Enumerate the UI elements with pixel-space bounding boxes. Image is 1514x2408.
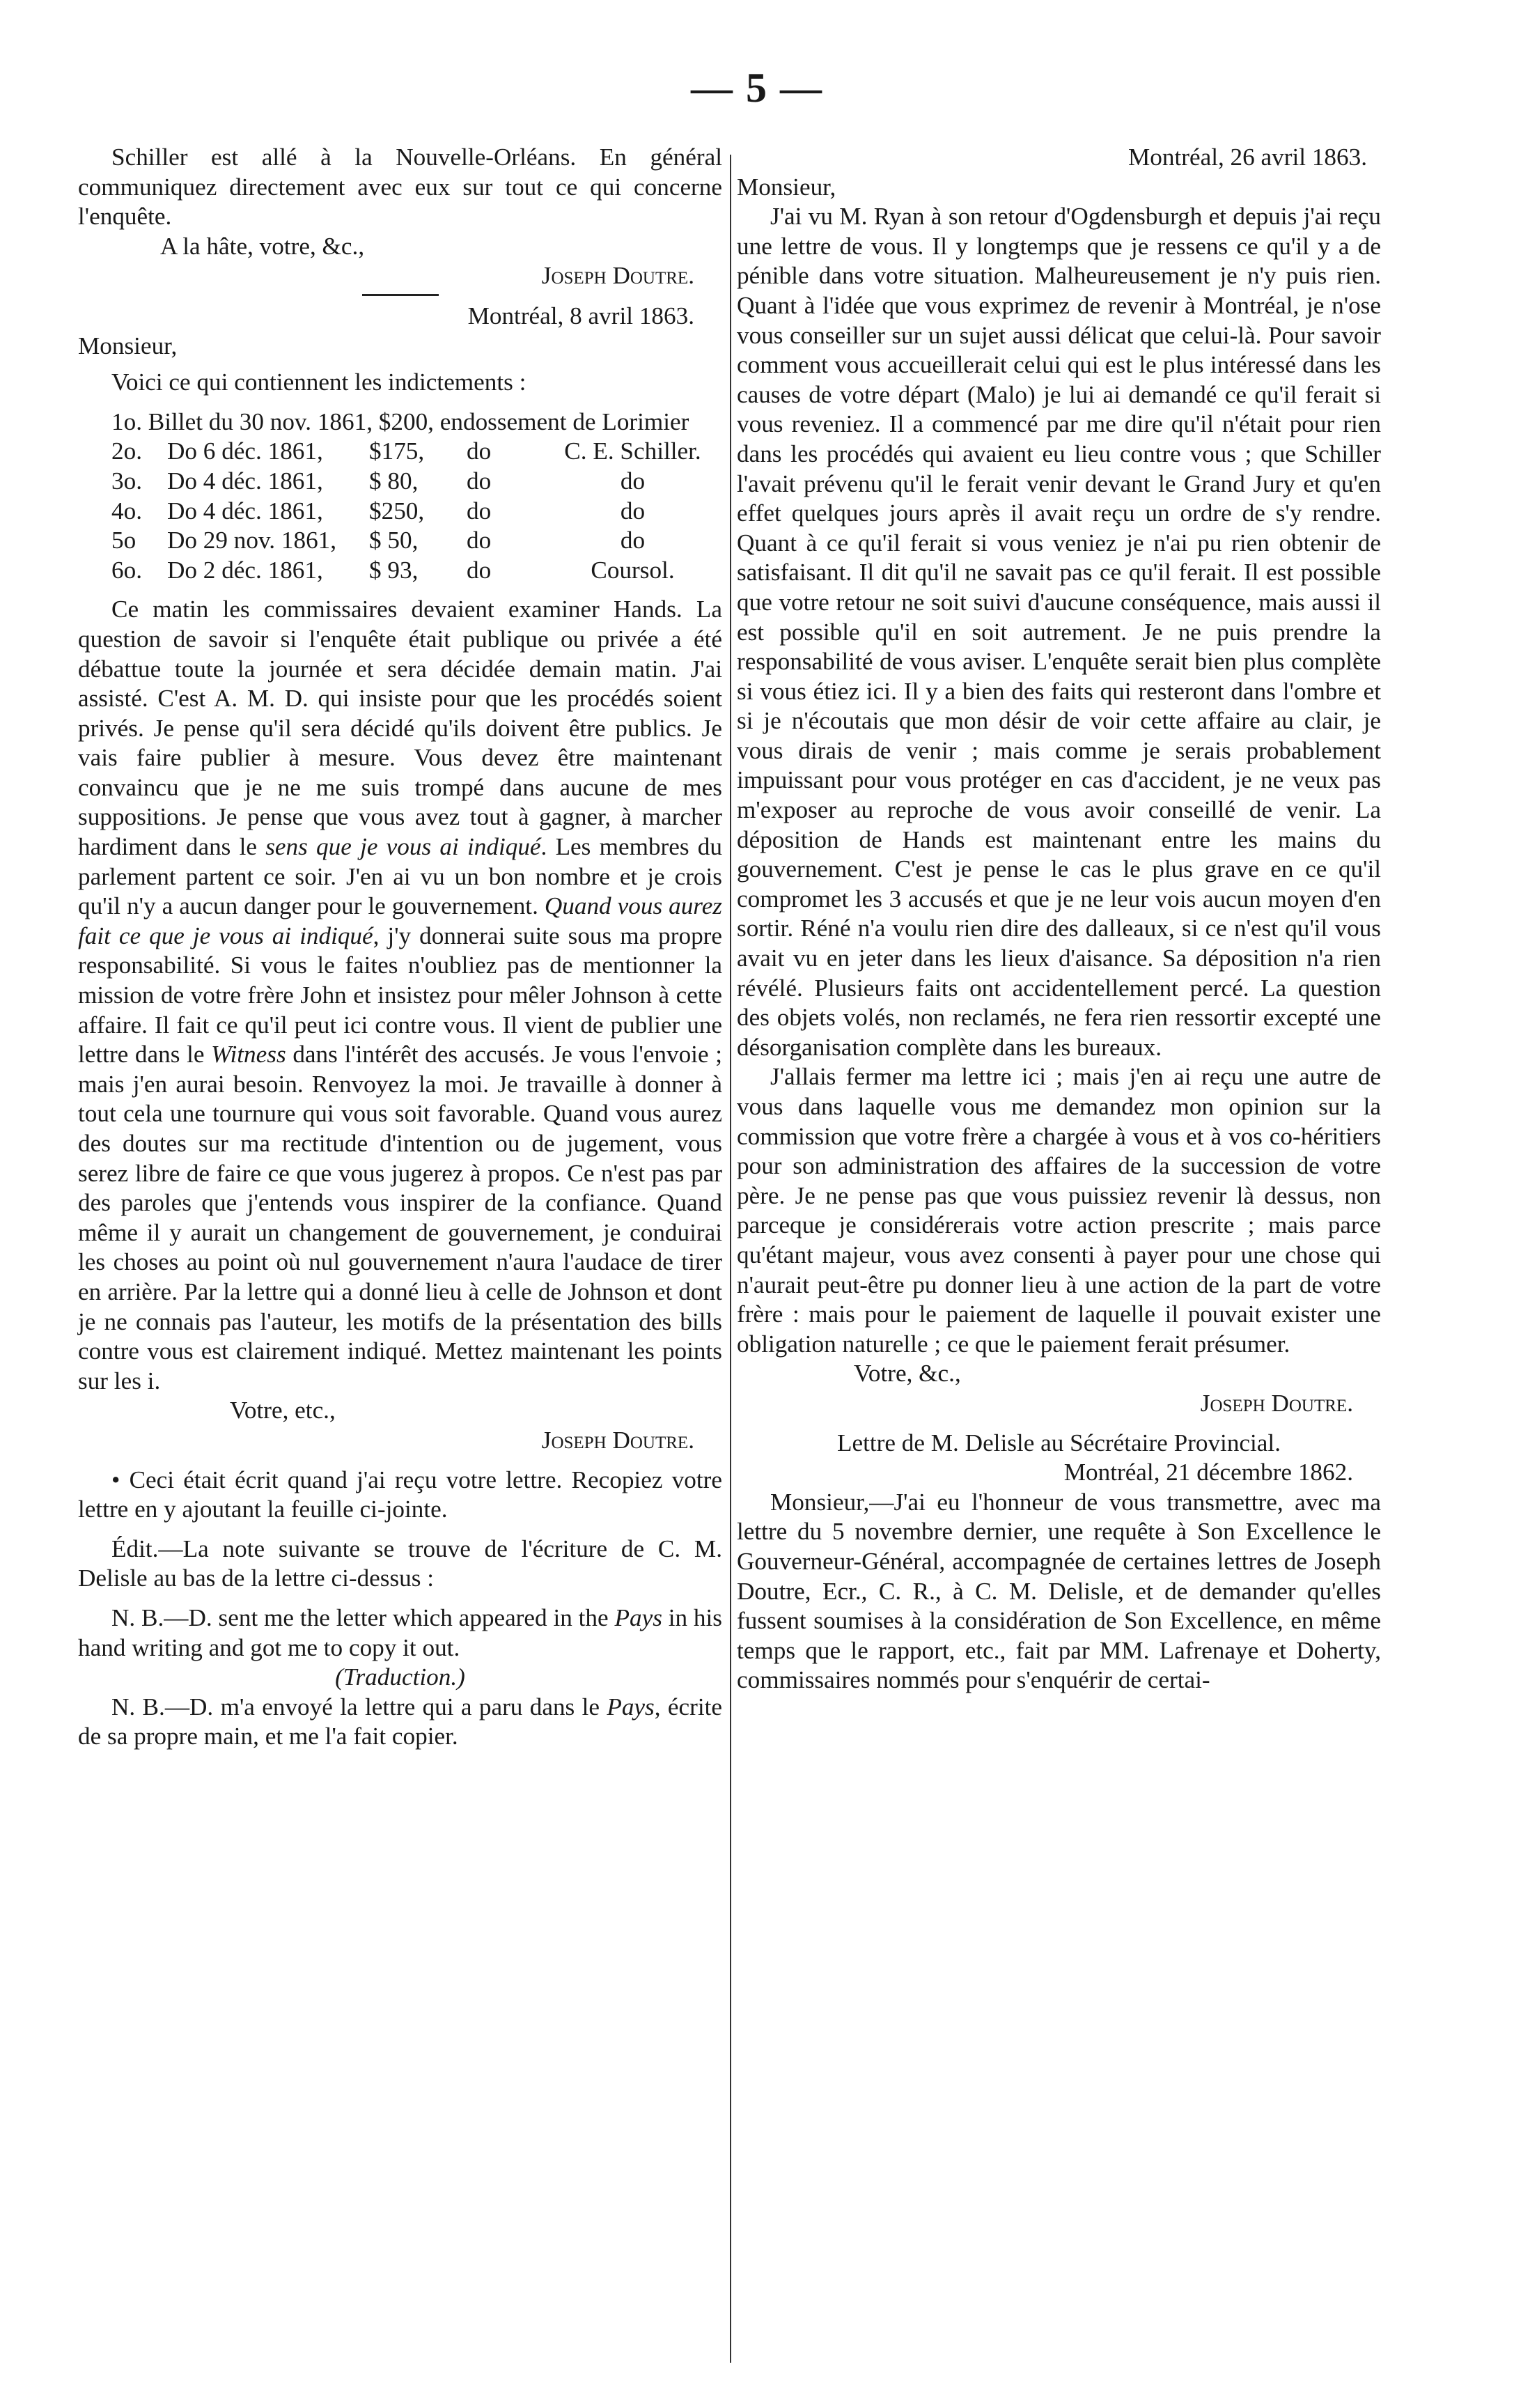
item-amount: $175, bbox=[369, 437, 425, 465]
column-divider bbox=[730, 155, 731, 2363]
footnote: • Ceci était écrit quand j'ai reçu votre lettre. Recopiez votre lettre en y ajoutant la feuille ci-jointe. bbox=[78, 1466, 722, 1523]
spacer bbox=[78, 1456, 722, 1466]
item-ditto: do bbox=[467, 527, 492, 554]
nb-french bbox=[78, 1693, 722, 1752]
signature: Joseph Doutre. bbox=[1200, 1389, 1353, 1417]
italic-run: Witness bbox=[211, 1041, 286, 1069]
italic-run: Pays bbox=[607, 1693, 655, 1720]
salutation: Monsieur, bbox=[78, 332, 178, 359]
text-run: . Les membres du parlement partent ce soir. J'en ai vu un bon nombre et je crois qu'il n'y a aucun danger pour le gouvernement. bbox=[78, 833, 722, 920]
right-column bbox=[737, 143, 1381, 1695]
paragraph bbox=[78, 595, 722, 1396]
dateline: Montréal, 8 avril 1863. bbox=[467, 302, 694, 329]
spacer bbox=[78, 1594, 722, 1603]
left-column bbox=[78, 143, 722, 1752]
indictment-row bbox=[78, 526, 722, 556]
item-date: Do 2 déc. 1861, bbox=[167, 556, 323, 584]
item-ditto: do bbox=[467, 556, 492, 584]
translation-heading: (Traduction.) bbox=[335, 1663, 465, 1691]
spacer bbox=[737, 1419, 1381, 1429]
indictment-item: 1o. Billet du 30 nov. 1861, $200, endossement de Lorimier bbox=[111, 407, 689, 435]
text-run: , j'y donnerai suite sous ma propre responsabilité. Si vous le faites n'oubliez pas de mentionner la mission de votre frère John et insistez pour mêler Johnson à cette affaire. Il fait ce qu'il peut ici contre vous. Il vient de publier une lettre dans le bbox=[78, 922, 722, 1069]
item-endorser: do bbox=[620, 527, 646, 554]
indictment-row bbox=[78, 437, 722, 467]
item-date: Do 4 déc. 1861, bbox=[167, 497, 323, 525]
paragraph: J'ai vu M. Ryan à son retour d'Ogdensburgh et depuis j'ai reçu une lettre de vous. Il y longtemps que je ressens ce qu'il y a de pénible dans votre situation. Malheureusement je n'y puis rien. Quant à l'idée que vous exprimez de revenir à Montréal, je n'ose vous conseiller sur un sujet aussi délicat que celui-là. Pour savoir comment vous accueillerait celui qui est le plus intéressé dans les causes de votre départ (Malo) je lui ai demandé ce qu'il ferait si vous reveniez. Il a commencé par me dire qu'il n'était pour rien dans les procédés qui avaient eu lieu contre vous ; que Schiller l'avait prévenu qu'il le ferait venir devant le Grand Jury et qu'en effet quelques jours après il avait reçu un ordre de s'y rendre. Quant à ce qu'il ferait si vous veniez je n'ai pu rien obtenir de satisfaisant. Il dit qu'il ne savait pas ce qu'il ferait. Il est possible que votre retour ne soit suivi d'aucune conséquence, mais aussi il est possible qu'il en soit autrement. Je ne puis prendre la responsabilité de vous aviser. L'enquête serait bien plus complète si vous étiez ici. Il y a bien des faits qui resteront dans l'ombre et si je n'écoutais que mon désir de voir cette affaire au clair, je vous dirais de venir ; mais comme je serais probablement impuissant pour vous protéger en cas d'accident, je ne veux pas m'exposer au reproche de vous avoir conseillé de venir. La déposition de Hands est maintenant entre les mains du gouvernement. C'est je pense le cas le plus grave en ce qu'il compromet les 3 accusés et que je ne leur vois aucun moyen d'en sortir. Réné n'a voulu rien dire des dalleaux, si ce n'est qu'il vous avait vu en jeter dans les lieux d'aisance. Sa déposition n'a rien révélé. Plusieurs faits ont accidentellement percé. La question des objets volés, non reclamés, ne fera rien ressortir excepté une désorganisation complète dans les bureaux. bbox=[737, 203, 1381, 1061]
text-run: , écrite de sa propre main, et me l'a fait copier. bbox=[78, 1693, 723, 1750]
dateline: Montréal, 26 avril 1863. bbox=[1127, 143, 1367, 171]
indictment-row bbox=[78, 467, 722, 497]
item-number: 3o. bbox=[111, 467, 142, 495]
item-amount: $ 50, bbox=[369, 527, 419, 554]
signature: Joseph Doutre. bbox=[541, 1426, 694, 1454]
item-date: Do 6 déc. 1861, bbox=[167, 437, 323, 465]
item-endorser: C. E. Schiller. bbox=[564, 437, 701, 465]
paragraph: J'allais fermer ma lettre ici ; mais j'en ai reçu une autre de vous dans laquelle vous me demandez mon opinion sur la commission que votre frère a chargée à vous et à vos co-héritiers pour son administration des affaires de la succession de votre père. Je ne pense pas que vous puissiez revenir là dessus, non parceque je considérerais votre action prescrite ; mais parce qu'étant majeur, vous avez consenti à payer pour une chose qui n'aurait peut-être pu donner lieu à une action de la part de votre frère : mais pour le paiement de laquelle il pouvait exister une obligation naturelle ; ce que le paiement ferait présumer. bbox=[737, 1063, 1381, 1358]
paragraph: Monsieur,—J'ai eu l'honneur de vous transmettre, avec ma lettre du 5 novembre dernier, une requête à Son Excellence le Gouverneur-Général, accompagnée de certaines lettres de Joseph Doutre, Ecr., C. R., à C. M. Delisle, et de demander qu'elles fussent soumises à la considération de Son Excellence, en même temps que le rapport, etc., fait par MM. Lafrenaye et Doherty, commissaires nommés pour s'enquérir de certai- bbox=[737, 1488, 1381, 1694]
item-number: 2o. bbox=[111, 437, 142, 465]
text-run: N. B.—D. m'a envoyé la lettre qui a paru dans le bbox=[111, 1693, 607, 1720]
paragraph: Schiller est allé à la Nouvelle-Orléans. En général communiquez directement avec eux sur tout ce qui concerne l'enquête. bbox=[78, 143, 722, 231]
text-run: in his hand writing and got me to copy it out. bbox=[78, 1603, 722, 1661]
paragraph: Voici ce qui contiennent les indictements : bbox=[111, 368, 526, 396]
item-endorser: do bbox=[620, 497, 646, 525]
spacer bbox=[78, 398, 722, 407]
item-amount: $250, bbox=[369, 497, 425, 525]
text-run: N. B.—D. sent me the letter which appeared in the bbox=[111, 1603, 615, 1631]
salutation: Monsieur, bbox=[737, 173, 836, 201]
item-ditto: do bbox=[467, 467, 492, 495]
item-date: Do 29 nov. 1861, bbox=[167, 527, 337, 554]
item-amount: $ 80, bbox=[369, 467, 419, 495]
closing: Votre, etc., bbox=[230, 1397, 336, 1424]
signature: Joseph Doutre. bbox=[541, 262, 694, 290]
item-endorser: do bbox=[620, 467, 646, 495]
spacer bbox=[78, 1525, 722, 1535]
indictment-row bbox=[78, 497, 722, 527]
italic-run: Pays bbox=[614, 1603, 662, 1631]
item-date: Do 4 déc. 1861, bbox=[167, 467, 323, 495]
spacer bbox=[78, 585, 722, 595]
letter-heading: Lettre de M. Delisle au Sécrétaire Provincial. bbox=[836, 1429, 1281, 1457]
closing: Votre, &c., bbox=[854, 1360, 961, 1388]
item-number: 5o bbox=[111, 527, 136, 554]
text-run: dans l'intérêt des accusés. Je vous l'envoie ; mais j'en aurai besoin. Renvoyez la moi. Je travaille à donner à tout cela une tournure qui vous soit favorable. Quand vous aurez des doutes sur ma rectitude d'intention ou de jugement, vous serez libre de faire ce que vous jugerez à propos. Ce n'est pas par des paroles que j'entends vous inspirer de la confiance. Quand même il y aurait un changement de gouvernement, je conduirai les choses au point où nul gouvernement n'aura l'audace de tirer en arrière. Par la lettre qui a donné lieu à celle de Johnson et dont je ne connais pas l'auteur, les motifs de la présentation des bills contre vous est clairement indiqué. Mettez maintenant les points sur les i. bbox=[78, 1041, 722, 1395]
indictment-row bbox=[78, 556, 722, 586]
text-run: Ce matin les commissaires devaient examiner Hands. La question de savoir si l'enquête était publique ou privée a été débattue toute la journée et sera décidée demain matin. J'ai assisté. C'est A. M. D. qui insiste pour que les procédés soient privés. Je pense qu'il sera décidé qu'ils doivent être publics. Je vais faire publier à mesure. Vous devez être maintenant convaincu que je ne me suis trompé dans aucune de mes suppositions. Je pense que vous avez tout à gagner, à marcher hardiment dans le bbox=[78, 596, 722, 861]
italic-run: Quand vous aurez fait ce que je vous ai indiqué bbox=[78, 892, 723, 949]
item-endorser: Coursol. bbox=[591, 556, 675, 584]
nb-english bbox=[78, 1603, 722, 1663]
editor-note: Édit.—La note suivante se trouve de l'écriture de C. M. Delisle au bas de la lettre ci-dessus : bbox=[78, 1535, 722, 1592]
closing: A la hâte, votre, &c., bbox=[160, 232, 365, 260]
indictment-list bbox=[78, 437, 722, 585]
dateline: Montréal, 21 décembre 1862. bbox=[1063, 1459, 1353, 1486]
item-number: 6o. bbox=[111, 556, 142, 584]
italic-run: sens que je vous ai indiqué bbox=[265, 833, 541, 861]
item-ditto: do bbox=[467, 437, 492, 465]
item-ditto: do bbox=[467, 497, 492, 525]
separator-rule bbox=[362, 294, 439, 296]
item-amount: $ 93, bbox=[369, 556, 419, 584]
item-number: 4o. bbox=[111, 497, 142, 525]
page-number: — 5 — bbox=[691, 65, 823, 111]
